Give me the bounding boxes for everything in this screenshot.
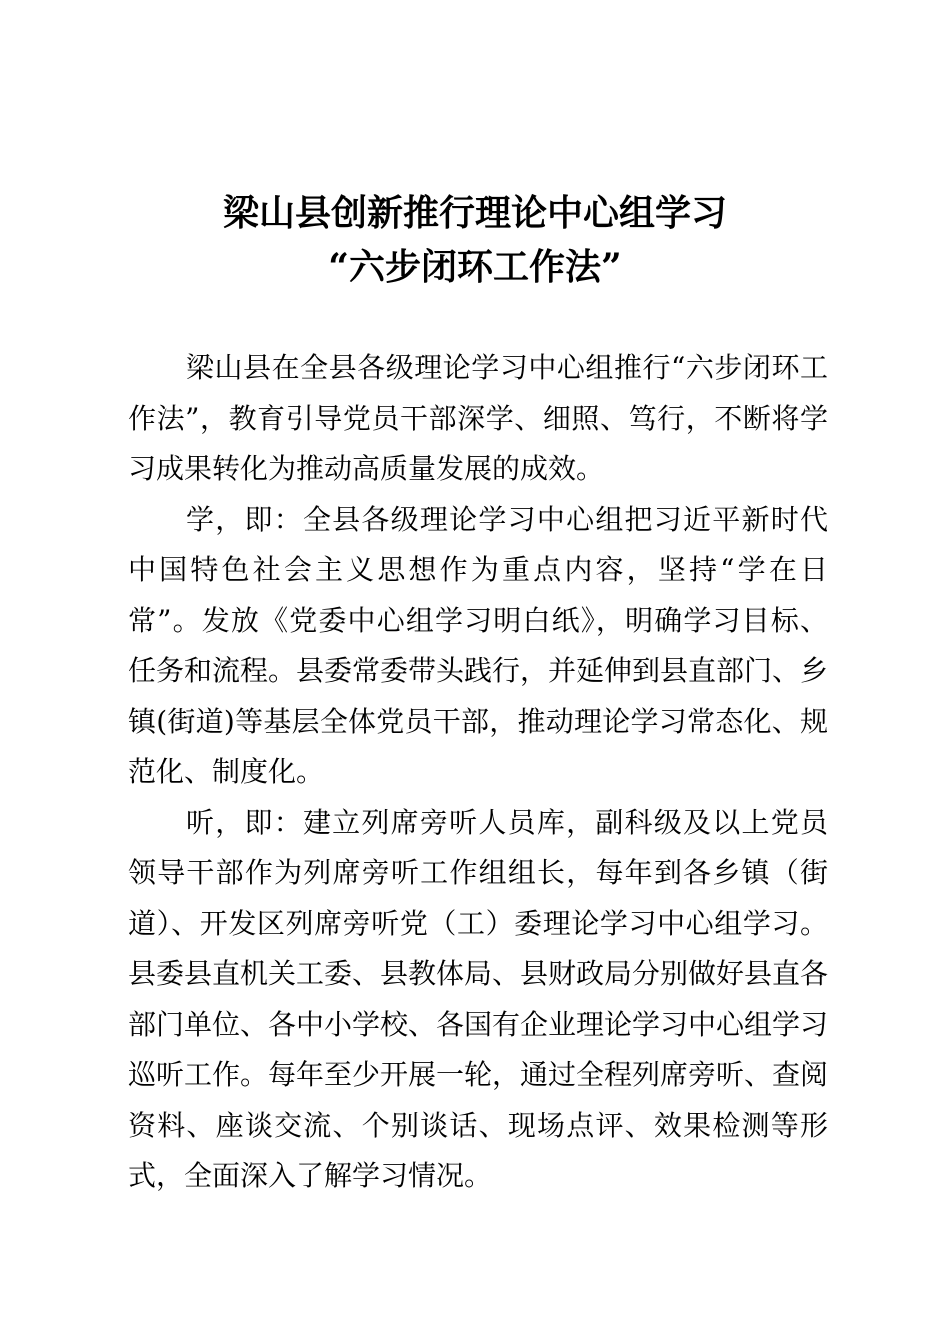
paragraph-listen: 听，即：建立列席旁听人员库，副科级及以上党员领导干部作为列席旁听工作组组长，每年到各乡镇（街道）、开发区列席旁听党（工）委理论学习中心组学习。县委县直机关工委、县教体局、县财政局分别做好县直各部门单位、各中小学校、各国有企业理论学习中心组学习巡听工作。每年至少开展一轮，通过全程列席旁听、查阅资料、座谈交流、个别谈话、现场点评、效果检测等形式，全面深入了解学习情况。 <box>128 805 829 1192</box>
title-line-1: 梁山县创新推行理论中心组学习 <box>222 192 727 234</box>
paragraph-intro: 梁山县在全县各级理论学习中心组推行“六步闭环工作法”，教育引导党员干部深学、细照、笃行，不断将学习成果转化为推动高质量发展的成效。 <box>128 351 828 485</box>
document-title <box>0 186 950 294</box>
paragraph-study: 学，即：全县各级理论学习中心组把习近平新时代中国特色社会主义思想作为重点内容，坚持“学在日常”。发放《党委中心组学习明白纸》，明确学习目标、任务和流程。县委常委带头践行，并延伸到县直部门、乡镇(街道)等基层全体党员干部，推动理论学习常态化、规范化、制度化。 <box>128 502 829 788</box>
title-line-2: “六步闭环工作法” <box>328 246 622 288</box>
document-body <box>128 343 828 1202</box>
